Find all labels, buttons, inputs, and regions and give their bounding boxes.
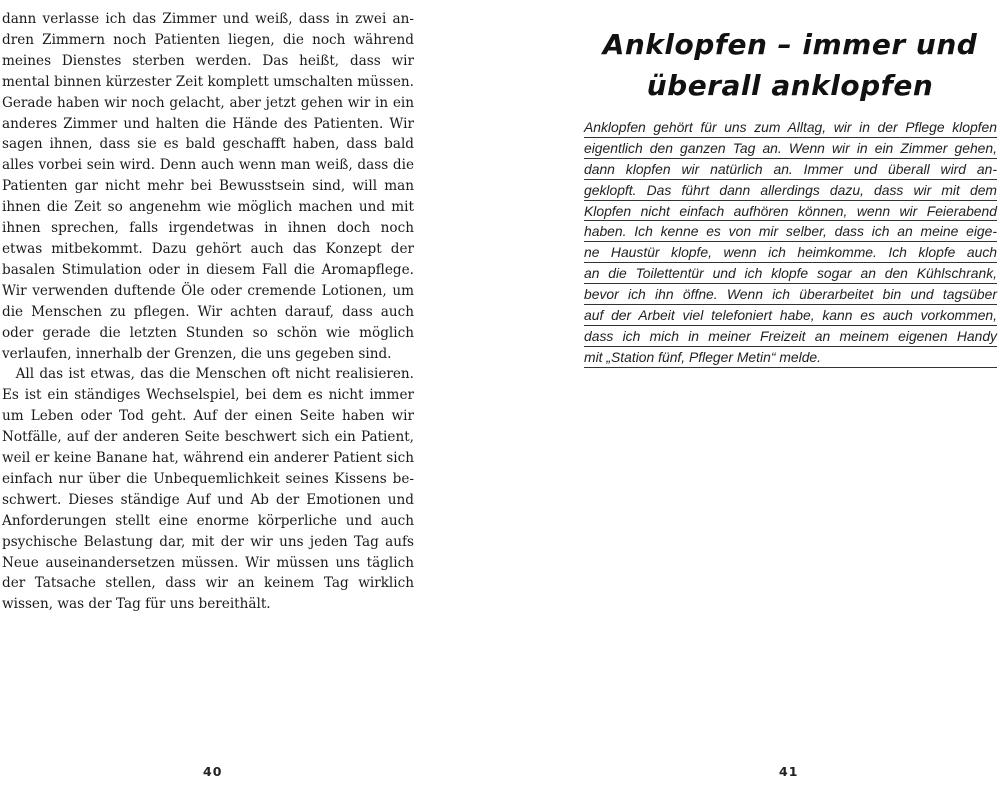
note-line: dass ich mich in meiner Freizeit an meinem eigenen Handy: [584, 326, 997, 347]
page-number-left: 40: [203, 764, 223, 779]
note-line: Klopfen nicht einfach aufhören können, wenn wir Feierabend: [584, 201, 997, 222]
title-line-1: Anklopfen – immer und: [602, 28, 978, 61]
note-line: geklopft. Das führt dann allerdings dazu, dass wir mit dem: [584, 180, 997, 201]
note-line: Anklopfen gehört für uns zum Alltag, wir in der Pflege klopfen: [584, 117, 997, 138]
paragraph-2: All das ist etwas, das die Menschen oft nicht realisieren. Es ist ein ständiges Wechselspiel, bei dem es nicht immer um Leben oder Tod geht. Auf der einen Seite haben wir Notfälle, auf der anderen Seite beschwert sich ein Patient, weil er keine Banane hat, während ein anderer Patient sich einfach nur über die Unbequemlichkeit seines Kissens beschwert. Dieses ständige Auf und Ab der Emotionen und Anforderungen stellt eine enorme körperliche und auch psychische Belastung dar, mit der wir uns jeden Tag aufs Neue auseinandersetzen müssen. Wir müssen uns täglich der Tatsache stellen, dass wir an keinem Tag wirklich wissen, was der Tag für uns bereithält.: [2, 366, 414, 613]
paragraph-1: dann verlasse ich das Zimmer und weiß, dass in zwei andren Zimmern noch Patienten liegen, die noch während meines Dienstes sterben werden. Das heißt, dass wir mental binnen kürzester Zeit komplett umschalten müssen. Gerade haben wir noch gelacht, aber jetzt gehen wir in ein anderes Zimmer und halten die Hände des Patienten. Wir sagen ihnen, dass sie es bald geschafft haben, dass bald alles vorbei sein wird. Denn auch wenn man weiß, dass die Patienten gar nicht mehr bei Bewusstsein sind, will man ihnen die Zeit so angenehm wie möglich machen und mit ihnen sprechen, falls irgendetwas in ihnen doch noch etwas mitbekommt. Dazu gehört auch das Konzept der basalen Stimulation oder in diesem Fall die Aromapflege. Wir verwenden duftende Öle oder cremende Lotionen, um die Menschen zu pflegen. Wir achten darauf, dass auch oder gerade die letzten Stunden so schön wie möglich verlaufen, innerhalb der Grenzen, die uns gegeben sind.: [2, 11, 414, 362]
note-line: dann klopfen wir natürlich an. Immer und überall wird an-: [584, 159, 997, 180]
note-line: bevor ich ihn öffne. Wenn ich überarbeitet bin und tagsüber: [584, 284, 997, 305]
lined-note-box: [584, 117, 997, 368]
left-body-text: [2, 9, 414, 615]
note-line: ne Haustür klopfe, wenn ich heimkomme. Ich klopfe auch: [584, 242, 997, 263]
note-line: mit „Station fünf, Pfleger Metin“ melde.: [584, 347, 997, 368]
note-line: eigentlich den ganzen Tag an. Wenn wir in ein Zimmer gehen,: [584, 138, 997, 159]
page-number-right: 41: [779, 764, 799, 779]
right-page: [530, 0, 1000, 800]
note-line: auf der Arbeit viel telefoniert habe, kann es auch vorkommen,: [584, 305, 997, 326]
left-page: [0, 0, 470, 800]
section-title: [590, 24, 990, 106]
title-line-2: überall anklopfen: [646, 69, 934, 102]
note-line: an die Toilettentür und ich klopfe sogar an den Kühlschrank,: [584, 263, 997, 284]
note-line: haben. Ich kenne es von mir selber, dass ich an meine eige-: [584, 221, 997, 242]
